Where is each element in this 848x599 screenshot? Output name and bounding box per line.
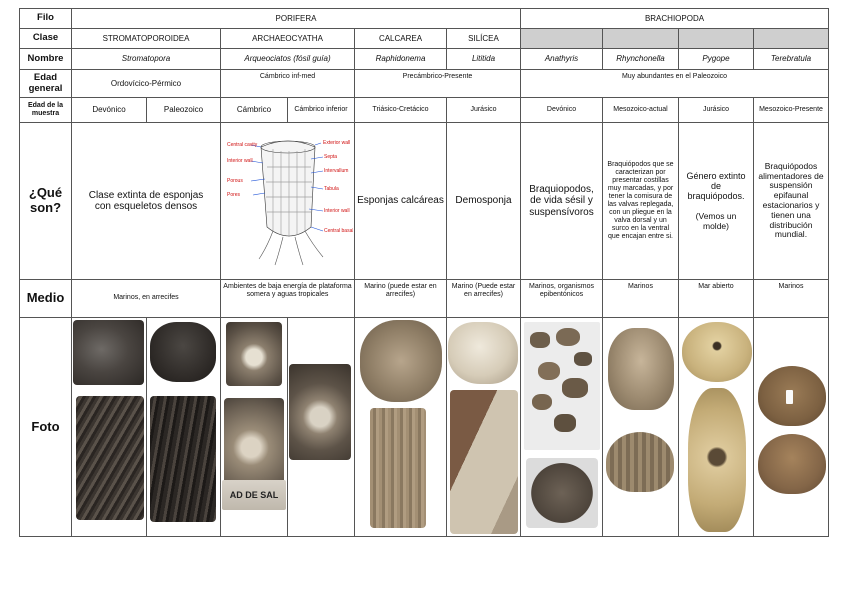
archaeocyath-diagram (223, 127, 353, 277)
que-son-archaeocyatha-diagram-cell (220, 122, 355, 280)
row-label-edad-general: Edad general (19, 69, 72, 98)
clase-stromatoporoidea: STROMATOPOROIDEA (71, 28, 221, 49)
nombre-lititida: Lititida (446, 48, 521, 70)
diagram-label-j: Central basal (324, 228, 353, 234)
que-son-pygope-text: Género extinto de braquiópodos. (686, 170, 746, 202)
que-son-silicea: Demosponja (446, 122, 521, 280)
medio-rhynchonella: Marinos (602, 279, 679, 318)
diagram-label-c: Intervallum (324, 168, 349, 174)
row-label-nombre: Nombre (19, 48, 72, 70)
medio-anathyris: Marinos, organismos epibentónicos (520, 279, 603, 318)
edad-muestra-cambrico-inferior: Cámbrico inferior (287, 97, 355, 123)
edad-muestra-jurasico-pygope: Jurásico (678, 97, 754, 123)
nombre-raphidonema: Raphidonema (354, 48, 447, 70)
edad-muestra-devonico: Devónico (71, 97, 147, 123)
medio-calcarea: Marino (puede estar en arrecifes) (354, 279, 447, 318)
clase-empty-1 (520, 28, 603, 49)
fossil-photo-terebratula-b (758, 434, 826, 494)
filo-porifera: PORIFERA (71, 8, 521, 29)
fossil-photo-pygope-b (688, 388, 746, 532)
diagram-label-g: Interior wall (227, 158, 253, 164)
nombre-terebratula: Terebratula (753, 48, 829, 70)
edad-muestra-cambrico: Cámbrico (220, 97, 288, 123)
fossil-photo-stromatopora-c (150, 322, 216, 382)
fossil-photo-raphidonema-a (360, 320, 442, 402)
diagram-label-b: Septa (324, 154, 338, 160)
diagram-label-h: Porous (227, 178, 243, 184)
row-label-filo: Filo (19, 8, 72, 29)
photo-text: AD DE SAL (229, 490, 279, 500)
edad-general-calcarea-silicea: Precámbrico-Presente (354, 69, 521, 98)
nombre-arqueociatos: Arqueociatos (fósil guía) (220, 48, 355, 70)
row-label-foto: Foto (19, 317, 72, 537)
diagram-label-i: Pores (227, 192, 241, 198)
que-son-rhynchonella: Braquiópodos que se caracterizan por presentar costillas muy marcadas, y por tener la comisura de las valvas replegada, con un pliegue en la valva dorsal y un surco en la ventral que encajan entre si. (602, 122, 679, 280)
row-label-medio: Medio (19, 279, 72, 318)
clase-empty-3 (678, 28, 754, 49)
nombre-pygope: Pygope (678, 48, 754, 70)
fossil-photo-stromatopora-a (73, 320, 144, 385)
edad-muestra-mesozoico-presente: Mesozoico-Presente (753, 97, 829, 123)
fossil-photo-anathyris-b (526, 458, 598, 528)
nombre-stromatopora: Stromatopora (71, 48, 221, 70)
que-son-anathyris: Braquiopodos, de vida sésil y suspensívoros (520, 122, 603, 280)
fossil-photo-lititida-b (450, 390, 518, 534)
que-son-terebratula: Braquiópodos alimentadores de suspensión epifaunal estacionarios y tienen una distribución mundial. (753, 122, 829, 280)
edad-general-brachiopoda: Muy abundantes en el Paleozoico (520, 69, 829, 98)
fossil-photo-lititida-a (448, 322, 518, 384)
medio-pygope: Mar abierto (678, 279, 754, 318)
fossil-photo-archaeocyath-c (289, 364, 351, 460)
edad-muestra-triasico-cretacico: Triásico-Cretácico (354, 97, 447, 123)
fossil-photo-archaeocyath-label (222, 480, 286, 510)
clase-empty-4 (753, 28, 829, 49)
clase-archaeocyatha: ARCHAEOCYATHA (220, 28, 355, 49)
nombre-rhynchonella: Rhynchonella (602, 48, 679, 70)
que-son-pygope (678, 122, 754, 280)
clase-empty-2 (602, 28, 679, 49)
fossil-photo-stromatopora-b (76, 396, 144, 520)
fossil-photo-stromatopora-d (150, 396, 216, 522)
fossil-photo-rhynchonella-a (608, 328, 674, 410)
medio-archaeocyatha: Ambientes de baja energía de plataforma somera y aguas tropicales (220, 279, 355, 318)
diagram-label-d: Tabula (324, 186, 339, 192)
fossil-photo-anathyris-a (524, 322, 600, 450)
clase-silicea: SILÍCEA (446, 28, 521, 49)
clase-calcarea: CALCAREA (354, 28, 447, 49)
fossil-photo-archaeocyath-a (226, 322, 282, 386)
que-son-pygope-note: (Vemos un molde) (695, 210, 737, 231)
diagram-label-e: Interior wall (324, 208, 350, 214)
row-label-clase: Clase (19, 28, 72, 49)
medio-silicea: Marino (Puede estar en arrecifes) (446, 279, 521, 318)
fossil-photo-terebratula-a (758, 366, 826, 426)
edad-muestra-paleozoico: Paleozoico (146, 97, 221, 123)
row-label-edad-muestra: Edad de la muestra (19, 97, 72, 123)
edad-muestra-jurasico-silicea: Jurásico (446, 97, 521, 123)
edad-general-stromatopora: Ordovícico-Pérmico (71, 69, 221, 98)
que-son-calcarea: Esponjas calcáreas (354, 122, 447, 280)
diagram-label-f: Central cavity (227, 142, 258, 148)
fossil-photo-rhynchonella-b (606, 432, 674, 492)
foto-cell-terebratula (753, 317, 829, 537)
row-label-que-son: ¿Qué son? (19, 122, 72, 280)
medio-stromatoporoidea: Marinos, en arrecifes (71, 279, 221, 318)
edad-muestra-mesozoico-actual: Mesozoico-actual (602, 97, 679, 123)
edad-general-archaeocyatha: Cámbrico inf-med (220, 69, 355, 98)
fossil-photo-raphidonema-b (370, 408, 426, 528)
medio-terebratula: Marinos (753, 279, 829, 318)
filo-brachiopoda: BRACHIOPODA (520, 8, 829, 29)
edad-muestra-devonico-anathyris: Devónico (520, 97, 603, 123)
diagram-label-a: Exterior wall (323, 140, 351, 146)
nombre-anathyris: Anathyris (520, 48, 603, 70)
que-son-stromatoporoidea: Clase extinta de esponjas con esqueletos densos (71, 122, 221, 280)
fossil-photo-pygope-a (682, 322, 752, 382)
